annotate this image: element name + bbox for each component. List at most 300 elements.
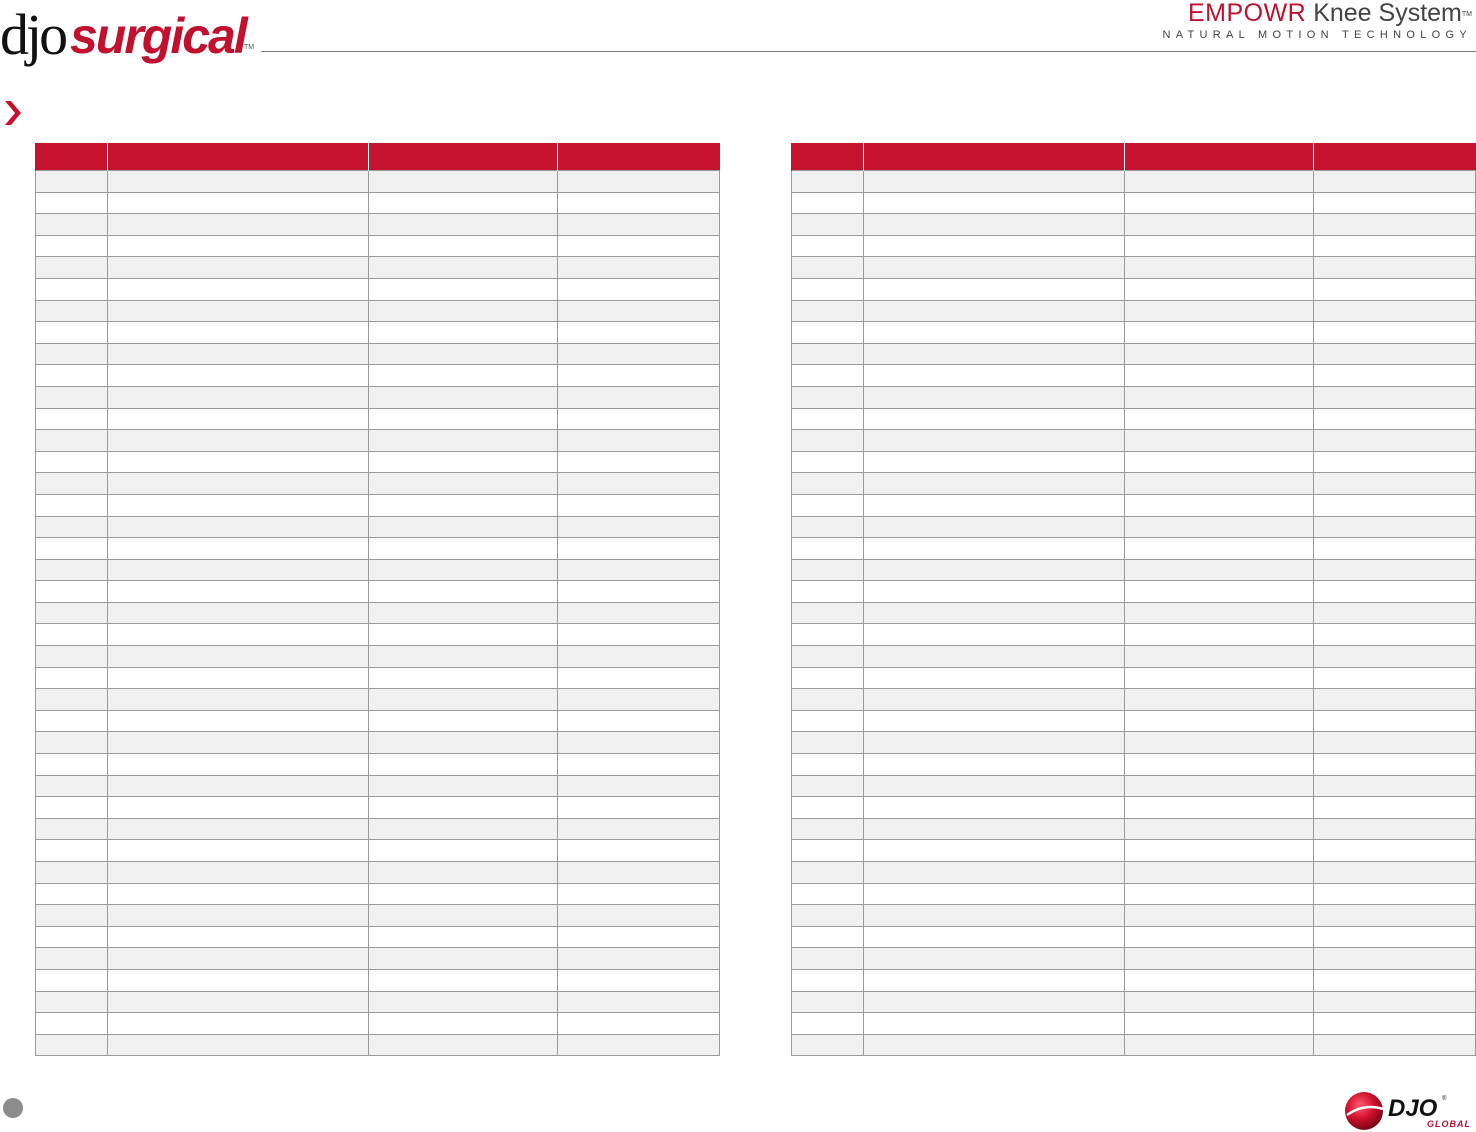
- table-cell: [792, 754, 864, 776]
- table-cell: [369, 775, 558, 797]
- table-cell: [1314, 538, 1476, 560]
- table-cell: [1125, 818, 1314, 840]
- table-cell: [1314, 300, 1476, 322]
- table-cell: [864, 948, 1125, 970]
- table-cell: [864, 689, 1125, 711]
- table-cell: [792, 883, 864, 905]
- table-cell: [864, 214, 1125, 236]
- table-cell: [792, 602, 864, 624]
- table-row: [36, 386, 720, 408]
- brand-tm: TM: [1461, 11, 1472, 18]
- table-cell: [108, 214, 369, 236]
- table-cell: [108, 732, 369, 754]
- table-row: [792, 646, 1476, 668]
- table-cell: [369, 797, 558, 819]
- header-cell: [1125, 143, 1314, 171]
- table-cell: [1125, 926, 1314, 948]
- table-cell: [36, 948, 108, 970]
- table-cell: [36, 883, 108, 905]
- table-cell: [1314, 818, 1476, 840]
- table-cell: [792, 559, 864, 581]
- table-cell: [36, 386, 108, 408]
- table-cell: [369, 667, 558, 689]
- table-cell: [792, 300, 864, 322]
- table-cell: [1314, 516, 1476, 538]
- table-row: [36, 905, 720, 927]
- table-row: [36, 257, 720, 279]
- table-cell: [369, 538, 558, 560]
- table-cell: [1314, 689, 1476, 711]
- table-cell: [369, 257, 558, 279]
- table-cell: [792, 322, 864, 344]
- table-cell: [1314, 581, 1476, 603]
- table-cell: [792, 192, 864, 214]
- table-cell: [1314, 926, 1476, 948]
- table-cell: [864, 408, 1125, 430]
- table-row: [792, 473, 1476, 495]
- table-row: [792, 710, 1476, 732]
- table-cell: [1125, 905, 1314, 927]
- table-row: [792, 192, 1476, 214]
- empowr-brand: [1162, 0, 1472, 41]
- table-cell: [1125, 689, 1314, 711]
- table-cell: [36, 797, 108, 819]
- table-cell: [792, 797, 864, 819]
- table-cell: [864, 926, 1125, 948]
- table-cell: [1125, 257, 1314, 279]
- table-cell: [1125, 516, 1314, 538]
- table-row: [792, 840, 1476, 862]
- table-cell: [864, 257, 1125, 279]
- table-row: [36, 494, 720, 516]
- header-cell: [108, 143, 369, 171]
- table-cell: [558, 602, 720, 624]
- table-cell: [108, 494, 369, 516]
- table-row: [792, 365, 1476, 387]
- table-cell: [108, 624, 369, 646]
- logo-djo-text: djo: [0, 2, 66, 67]
- table-cell: [369, 343, 558, 365]
- table-cell: [792, 840, 864, 862]
- table-cell: [36, 430, 108, 452]
- table-cell: [1314, 430, 1476, 452]
- table-cell: [108, 538, 369, 560]
- brand-title: [1162, 0, 1472, 26]
- table-cell: [792, 646, 864, 668]
- table-cell: [558, 969, 720, 991]
- table-cell: [1314, 408, 1476, 430]
- table-cell: [369, 278, 558, 300]
- table-cell: [792, 343, 864, 365]
- table-cell: [558, 343, 720, 365]
- table-cell: [369, 926, 558, 948]
- table-cell: [108, 581, 369, 603]
- table-cell: [36, 322, 108, 344]
- table-cell: [36, 905, 108, 927]
- table-row: [792, 775, 1476, 797]
- table-cell: [36, 710, 108, 732]
- table-cell: [558, 818, 720, 840]
- table-cell: [864, 1034, 1125, 1056]
- table-cell: [864, 494, 1125, 516]
- table-row: [36, 732, 720, 754]
- table-cell: [558, 192, 720, 214]
- table-cell: [792, 581, 864, 603]
- table-row: [792, 969, 1476, 991]
- table-cell: [1314, 1013, 1476, 1035]
- table-cell: [36, 559, 108, 581]
- table-row: [36, 840, 720, 862]
- table-cell: [108, 646, 369, 668]
- table-cell: [1314, 732, 1476, 754]
- table-row: [792, 602, 1476, 624]
- table-cell: [792, 171, 864, 193]
- table-left-grid: [35, 143, 720, 1056]
- table-cell: [36, 991, 108, 1013]
- table-cell: [1125, 473, 1314, 495]
- table-cell: [36, 862, 108, 884]
- table-row: [36, 300, 720, 322]
- table-row: [36, 365, 720, 387]
- table-cell: [864, 991, 1125, 1013]
- table-cell: [1125, 646, 1314, 668]
- table-cell: [108, 278, 369, 300]
- table-cell: [864, 840, 1125, 862]
- table-cell: [369, 624, 558, 646]
- table-cell: [108, 343, 369, 365]
- table-cell: [1314, 451, 1476, 473]
- table-row: [36, 818, 720, 840]
- table-cell: [558, 926, 720, 948]
- table-cell: [864, 451, 1125, 473]
- header-divider: [261, 51, 1476, 52]
- table-cell: [792, 732, 864, 754]
- table-cell: [558, 322, 720, 344]
- table-row: [36, 235, 720, 257]
- table-cell: [36, 1013, 108, 1035]
- table-cell: [1314, 710, 1476, 732]
- table-cell: [1125, 969, 1314, 991]
- table-cell: [369, 300, 558, 322]
- table-cell: [36, 365, 108, 387]
- table-cell: [1125, 883, 1314, 905]
- table-row: [792, 451, 1476, 473]
- table-cell: [369, 840, 558, 862]
- table-cell: [369, 494, 558, 516]
- table-cell: [108, 257, 369, 279]
- table-cell: [1125, 710, 1314, 732]
- table-row: [792, 516, 1476, 538]
- table-cell: [558, 905, 720, 927]
- table-row: [792, 905, 1476, 927]
- table-cell: [792, 257, 864, 279]
- table-cell: [369, 451, 558, 473]
- table-row: [792, 408, 1476, 430]
- table-cell: [369, 732, 558, 754]
- table-cell: [36, 754, 108, 776]
- table-cell: [864, 862, 1125, 884]
- table-cell: [36, 1034, 108, 1056]
- table-header-row: [792, 143, 1476, 171]
- table-cell: [558, 646, 720, 668]
- table-cell: [369, 516, 558, 538]
- table-cell: [864, 883, 1125, 905]
- header-cell: [558, 143, 720, 171]
- table-cell: [558, 386, 720, 408]
- table-row: [792, 754, 1476, 776]
- table-cell: [1125, 602, 1314, 624]
- table-cell: [36, 581, 108, 603]
- table-cell: [1314, 667, 1476, 689]
- table-cell: [369, 818, 558, 840]
- table-row: [36, 1013, 720, 1035]
- table-row: [36, 171, 720, 193]
- table-cell: [864, 1013, 1125, 1035]
- table-cell: [864, 624, 1125, 646]
- table-cell: [792, 494, 864, 516]
- table-row: [36, 862, 720, 884]
- table-cell: [792, 214, 864, 236]
- table-cell: [108, 905, 369, 927]
- table-cell: [558, 494, 720, 516]
- table-row: [36, 214, 720, 236]
- djo-global-logo: [1344, 1089, 1474, 1131]
- table-cell: [558, 430, 720, 452]
- table-cell: [1314, 386, 1476, 408]
- table-cell: [864, 538, 1125, 560]
- table-cell: [792, 430, 864, 452]
- table-cell: [1314, 991, 1476, 1013]
- table-cell: [108, 991, 369, 1013]
- table-cell: [36, 516, 108, 538]
- table-cell: [558, 667, 720, 689]
- table-cell: [558, 948, 720, 970]
- table-cell: [792, 624, 864, 646]
- table-row: [792, 171, 1476, 193]
- table-row: [792, 559, 1476, 581]
- page-dot-icon: [3, 1098, 23, 1118]
- header-cell: [36, 143, 108, 171]
- table-cell: [36, 926, 108, 948]
- table-cell: [369, 235, 558, 257]
- table-cell: [369, 408, 558, 430]
- table-cell: [108, 710, 369, 732]
- table-cell: [36, 602, 108, 624]
- table-cell: [558, 408, 720, 430]
- table-cell: [1125, 538, 1314, 560]
- table-row: [792, 862, 1476, 884]
- table-cell: [864, 516, 1125, 538]
- table-row: [36, 883, 720, 905]
- table-cell: [792, 862, 864, 884]
- table-cell: [36, 646, 108, 668]
- table-cell: [108, 559, 369, 581]
- table-cell: [864, 192, 1125, 214]
- table-cell: [1314, 1034, 1476, 1056]
- table-cell: [108, 473, 369, 495]
- table-cell: [108, 408, 369, 430]
- table-cell: [36, 538, 108, 560]
- parts-table-right: [791, 143, 1476, 1056]
- table-cell: [369, 473, 558, 495]
- table-cell: [864, 905, 1125, 927]
- table-cell: [108, 689, 369, 711]
- table-cell: [864, 818, 1125, 840]
- table-row: [792, 278, 1476, 300]
- table-row: [36, 948, 720, 970]
- table-cell: [36, 494, 108, 516]
- table-cell: [36, 235, 108, 257]
- table-cell: [558, 235, 720, 257]
- table-cell: [36, 667, 108, 689]
- table-cell: [108, 754, 369, 776]
- table-row: [36, 775, 720, 797]
- table-cell: [1314, 862, 1476, 884]
- table-cell: [1314, 948, 1476, 970]
- table-cell: [1314, 754, 1476, 776]
- table-cell: [1314, 883, 1476, 905]
- table-cell: [108, 862, 369, 884]
- table-cell: [558, 732, 720, 754]
- table-cell: [36, 732, 108, 754]
- table-cell: [369, 905, 558, 927]
- table-row: [792, 235, 1476, 257]
- table-row: [792, 689, 1476, 711]
- table-cell: [1314, 775, 1476, 797]
- table-cell: [1125, 214, 1314, 236]
- table-cell: [1314, 797, 1476, 819]
- table-cell: [864, 171, 1125, 193]
- table-cell: [864, 775, 1125, 797]
- table-row: [36, 667, 720, 689]
- table-cell: [1125, 408, 1314, 430]
- footer-logo-sub: GLOBAL: [1427, 1119, 1471, 1129]
- table-cell: [36, 969, 108, 991]
- table-row: [792, 624, 1476, 646]
- table-cell: [108, 818, 369, 840]
- table-row: [792, 948, 1476, 970]
- table-cell: [864, 710, 1125, 732]
- table-cell: [558, 473, 720, 495]
- table-cell: [108, 948, 369, 970]
- table-cell: [369, 365, 558, 387]
- table-cell: [108, 386, 369, 408]
- table-cell: [1125, 451, 1314, 473]
- table-cell: [558, 1034, 720, 1056]
- table-cell: [1125, 840, 1314, 862]
- table-cell: [369, 581, 558, 603]
- table-cell: [792, 386, 864, 408]
- table-cell: [36, 451, 108, 473]
- table-cell: [1314, 214, 1476, 236]
- table-cell: [864, 343, 1125, 365]
- table-cell: [1314, 235, 1476, 257]
- table-cell: [369, 1034, 558, 1056]
- table-cell: [864, 300, 1125, 322]
- table-cell: [792, 818, 864, 840]
- table-cell: [1125, 775, 1314, 797]
- table-cell: [1314, 278, 1476, 300]
- table-cell: [108, 883, 369, 905]
- table-row: [36, 646, 720, 668]
- table-cell: [36, 775, 108, 797]
- table-cell: [369, 386, 558, 408]
- table-cell: [1125, 1013, 1314, 1035]
- table-cell: [1314, 646, 1476, 668]
- table-cell: [108, 667, 369, 689]
- table-cell: [792, 969, 864, 991]
- table-cell: [792, 926, 864, 948]
- table-cell: [1314, 343, 1476, 365]
- table-cell: [1125, 322, 1314, 344]
- table-cell: [1125, 278, 1314, 300]
- table-row: [792, 214, 1476, 236]
- table-cell: [369, 689, 558, 711]
- logo-tm: TM: [244, 44, 255, 51]
- table-cell: [36, 343, 108, 365]
- table-row: [792, 991, 1476, 1013]
- table-cell: [864, 602, 1125, 624]
- table-cell: [864, 386, 1125, 408]
- table-row: [792, 430, 1476, 452]
- table-row: [36, 278, 720, 300]
- table-cell: [108, 1034, 369, 1056]
- table-cell: [369, 192, 558, 214]
- table-row: [36, 430, 720, 452]
- table-row: [792, 538, 1476, 560]
- table-row: [36, 473, 720, 495]
- table-cell: [1314, 602, 1476, 624]
- table-cell: [792, 473, 864, 495]
- table-cell: [1125, 754, 1314, 776]
- table-cell: [1125, 171, 1314, 193]
- table-cell: [1314, 257, 1476, 279]
- table-cell: [792, 689, 864, 711]
- table-cell: [369, 991, 558, 1013]
- table-cell: [108, 840, 369, 862]
- table-cell: [558, 278, 720, 300]
- table-cell: [864, 430, 1125, 452]
- table-cell: [36, 689, 108, 711]
- table-row: [792, 300, 1476, 322]
- table-row: [792, 797, 1476, 819]
- brand-title-rest: Knee System: [1306, 0, 1462, 27]
- table-cell: [1125, 797, 1314, 819]
- table-cell: [792, 1034, 864, 1056]
- table-cell: [792, 905, 864, 927]
- table-cell: [1125, 300, 1314, 322]
- table-header-row: [36, 143, 720, 171]
- table-cell: [369, 1013, 558, 1035]
- table-cell: [558, 991, 720, 1013]
- table-row: [36, 926, 720, 948]
- table-cell: [108, 451, 369, 473]
- table-cell: [36, 300, 108, 322]
- table-row: [36, 991, 720, 1013]
- table-cell: [558, 883, 720, 905]
- table-row: [36, 451, 720, 473]
- table-cell: [108, 322, 369, 344]
- table-row: [36, 969, 720, 991]
- table-cell: [864, 667, 1125, 689]
- table-row: [36, 1034, 720, 1056]
- table-cell: [558, 624, 720, 646]
- table-row: [36, 192, 720, 214]
- table-cell: [1125, 235, 1314, 257]
- header-cell: [369, 143, 558, 171]
- footer-logo-tm: ®: [1442, 1096, 1447, 1102]
- table-row: [36, 559, 720, 581]
